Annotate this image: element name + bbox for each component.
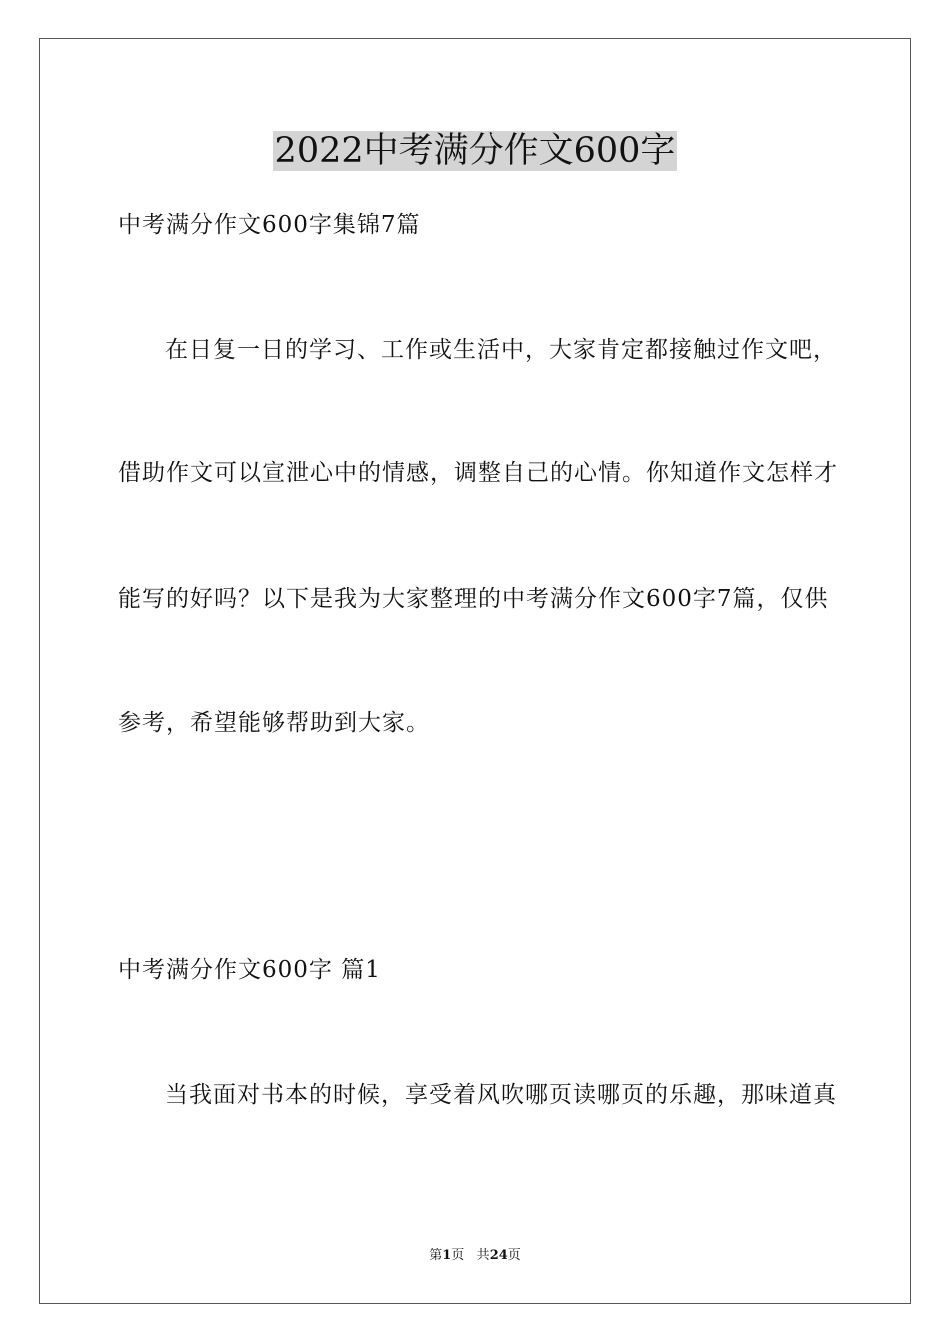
footer-total-pages: 24 xyxy=(489,1248,508,1263)
intro-line-2: 借助作文可以宣泄心中的情感，调整自己的心情。你知道作文怎样才 xyxy=(118,460,838,486)
page-footer xyxy=(0,1247,950,1265)
section-heading: 中考满分作文600字 篇1 xyxy=(118,957,381,983)
intro-line-1: 在日复一日的学习、工作或生活中，大家肯定都接触过作文吧， xyxy=(165,337,837,363)
footer-page-number: 1 xyxy=(442,1248,452,1263)
footer-total-prefix: 共 xyxy=(476,1248,490,1263)
section-line-1: 当我面对书本的时候，享受着风吹哪页读哪页的乐趣，那味道真 xyxy=(165,1082,837,1108)
document-subtitle: 中考满分作文600字集锦7篇 xyxy=(118,212,421,238)
title-text: 2022中考满分作文600字 xyxy=(274,131,676,171)
document-title xyxy=(0,128,950,174)
intro-line-3: 能写的好吗？以下是我为大家整理的中考满分作文600字7篇，仅供 xyxy=(118,586,829,612)
footer-total-suffix: 页 xyxy=(507,1248,521,1263)
footer-page-suffix: 页 xyxy=(451,1248,465,1263)
intro-line-4: 参考，希望能够帮助到大家。 xyxy=(118,710,430,736)
footer-page-prefix: 第 xyxy=(429,1248,443,1263)
